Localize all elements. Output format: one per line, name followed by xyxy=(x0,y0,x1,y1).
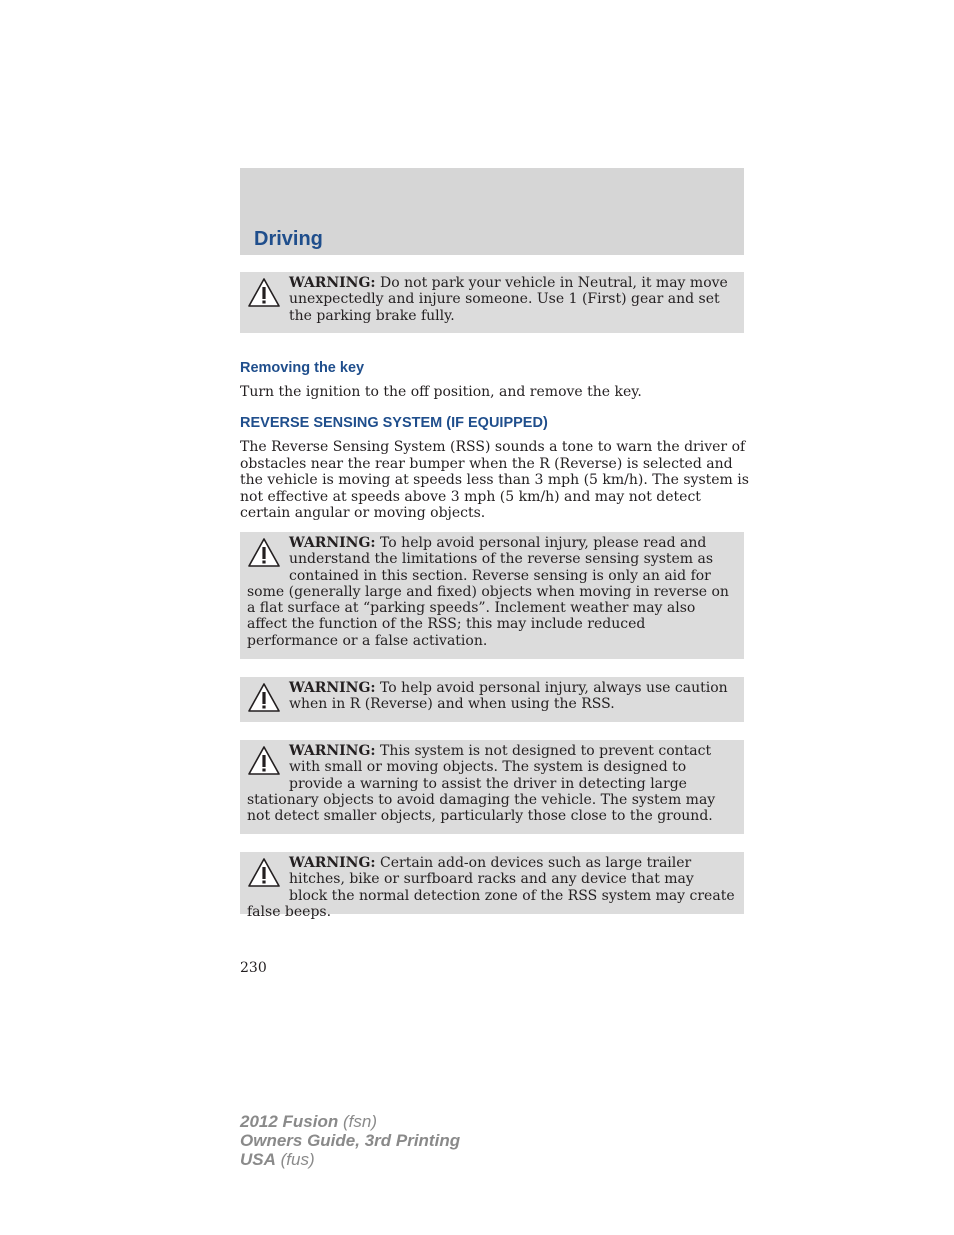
footer-market: USA xyxy=(240,1150,276,1169)
footer-edition-info xyxy=(240,1112,460,1169)
footer-model: 2012 Fusion xyxy=(240,1112,339,1131)
warning-box-caution-reverse xyxy=(240,677,744,722)
warning-label: WARNING: xyxy=(289,855,376,871)
footer-model-code: (fsn) xyxy=(338,1112,377,1131)
footer-line-market xyxy=(240,1150,460,1169)
footer-guide: Owners Guide, 3rd Printing xyxy=(240,1131,461,1150)
section-header-band xyxy=(240,168,744,255)
warning-text: To help avoid personal injury, please read and understand the limitations of the reverse sensing system as contained in this section. Reverse sensing is only an aid for some (generally large and fixed) objects when moving in reverse on a flat surface at “parking speeds”. Inclement weather may also affect the function of the RSS; this may include reduced performance or a false activation. xyxy=(247,535,729,649)
footer-market-code: (fus) xyxy=(275,1150,315,1169)
warning-label: WARNING: xyxy=(289,275,376,291)
warning-box-neutral xyxy=(240,272,744,333)
warning-triangle-icon xyxy=(247,537,281,569)
warning-label: WARNING: xyxy=(289,535,376,551)
warning-triangle-icon xyxy=(247,682,281,714)
warning-triangle-icon xyxy=(247,745,281,777)
warning-triangle-icon xyxy=(247,857,281,889)
warning-box-rss-limitations xyxy=(240,532,744,659)
warning-text: Do not park your vehicle in Neutral, it may move unexpectedly and injure someone. Use 1 (First) gear and set the parking brake fully. xyxy=(289,275,728,324)
warning-box-add-on-devices xyxy=(240,852,744,920)
warning-text: This system is not designed to prevent contact with small or moving objects. The system is designed to provide a warning to assist the driver in detecting large stationary objects to avoid damaging the vehicle. The system may not detect smaller objects, particularly those close to the ground. xyxy=(247,743,716,825)
subheading-removing-key: Removing the key xyxy=(240,360,365,376)
subheading-reverse-sensing: REVERSE SENSING SYSTEM (IF EQUIPPED) xyxy=(240,415,548,431)
warning-text: Certain add-on devices such as large trailer hitches, bike or surfboard racks and any device that may block the normal detection zone of the RSS system may create false beeps. xyxy=(247,855,735,920)
warning-label: WARNING: xyxy=(289,743,376,759)
warning-text: To help avoid personal injury, always use caution when in R (Reverse) and when using the RSS. xyxy=(289,680,728,713)
paragraph-removing-key: Turn the ignition to the off position, and remove the key. xyxy=(240,384,642,400)
page-number: 230 xyxy=(240,960,267,976)
warning-label: WARNING: xyxy=(289,680,376,696)
footer-line-guide xyxy=(240,1131,460,1150)
section-title: Driving xyxy=(254,228,323,250)
footer-line-model xyxy=(240,1112,460,1131)
warning-box-small-objects xyxy=(240,740,744,834)
paragraph-reverse-sensing: The Reverse Sensing System (RSS) sounds a tone to warn the driver of obstacles near the rear bumper when the R (Reverse) is selected and the vehicle is moving at speeds less than 3 mph (5 km/h). The system is not effective at speeds above 3 mph (5 km/h) and may not detect certain angular or moving objects. xyxy=(240,439,749,521)
warning-triangle-icon xyxy=(247,277,281,309)
